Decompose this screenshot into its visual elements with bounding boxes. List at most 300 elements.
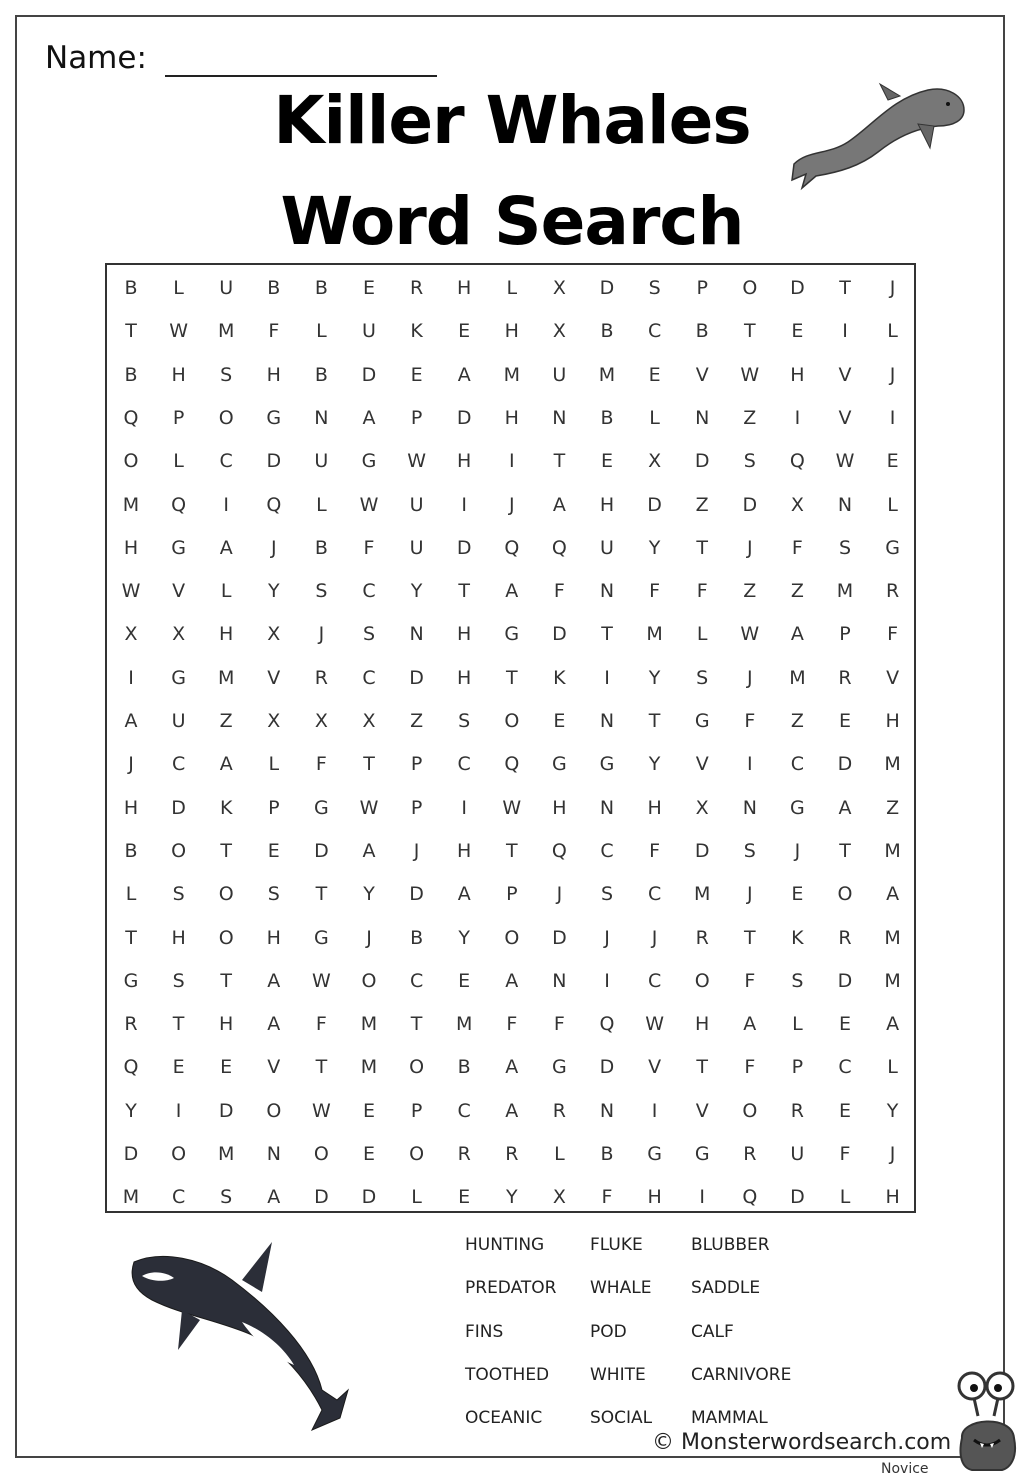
- grid-letter[interactable]: C: [171, 1186, 186, 1209]
- grid-letter[interactable]: T: [648, 710, 661, 732]
- grid-letter[interactable]: F: [696, 580, 708, 603]
- grid-letter[interactable]: F: [744, 969, 756, 992]
- grid-letter[interactable]: A: [552, 493, 566, 516]
- grid-letter[interactable]: S: [267, 883, 280, 906]
- grid-letter[interactable]: T: [172, 1013, 185, 1036]
- grid-letter[interactable]: J: [604, 926, 610, 949]
- grid-letter[interactable]: H: [219, 1013, 234, 1036]
- grid-letter[interactable]: I: [175, 1099, 182, 1122]
- grid-letter[interactable]: Q: [551, 839, 567, 862]
- grid-letter[interactable]: Q: [551, 536, 567, 559]
- grid-letter[interactable]: G: [694, 710, 710, 732]
- grid-letter[interactable]: H: [457, 839, 472, 862]
- grid-letter[interactable]: F: [363, 536, 375, 559]
- grid-letter[interactable]: R: [457, 1143, 471, 1165]
- grid-letter[interactable]: E: [220, 1056, 233, 1079]
- grid-letter[interactable]: L: [887, 320, 898, 343]
- grid-letter[interactable]: D: [790, 277, 805, 299]
- grid-letter[interactable]: F: [553, 580, 565, 603]
- grid-letter[interactable]: U: [600, 536, 614, 559]
- grid-letter[interactable]: E: [458, 1186, 471, 1209]
- grid-letter[interactable]: A: [457, 883, 471, 906]
- grid-letter[interactable]: C: [409, 969, 424, 992]
- grid-letter[interactable]: T: [553, 450, 566, 473]
- grid-letter[interactable]: S: [362, 623, 376, 646]
- grid-letter[interactable]: V: [267, 1056, 281, 1079]
- grid-letter[interactable]: S: [648, 277, 661, 299]
- grid-letter[interactable]: L: [887, 493, 898, 516]
- grid-letter[interactable]: T: [505, 839, 518, 862]
- grid-letter[interactable]: U: [409, 493, 424, 516]
- grid-letter[interactable]: H: [266, 363, 281, 386]
- grid-letter[interactable]: W: [835, 450, 855, 473]
- grid-letter[interactable]: B: [124, 277, 138, 299]
- grid-letter[interactable]: C: [647, 320, 662, 343]
- grid-letter[interactable]: P: [268, 796, 280, 819]
- grid-letter[interactable]: T: [363, 753, 375, 776]
- grid-letter[interactable]: I: [794, 406, 801, 429]
- grid-letter[interactable]: E: [791, 883, 804, 906]
- grid-letter[interactable]: J: [889, 1143, 896, 1165]
- grid-letter[interactable]: C: [790, 753, 805, 776]
- grid-letter[interactable]: F: [649, 839, 661, 862]
- grid-letter[interactable]: J: [651, 926, 658, 949]
- grid-letter[interactable]: M: [693, 883, 711, 906]
- grid-letter[interactable]: J: [556, 883, 563, 906]
- grid-letter[interactable]: H: [790, 363, 805, 386]
- grid-letter[interactable]: P: [410, 1099, 423, 1122]
- grid-letter[interactable]: G: [599, 753, 615, 776]
- grid-letter[interactable]: U: [790, 1143, 805, 1165]
- grid-letter[interactable]: E: [172, 1056, 185, 1079]
- grid-letter[interactable]: K: [791, 926, 804, 949]
- grid-letter[interactable]: M: [836, 580, 854, 603]
- grid-letter[interactable]: A: [267, 1186, 281, 1209]
- grid-letter[interactable]: P: [410, 753, 423, 776]
- grid-letter[interactable]: D: [694, 839, 710, 862]
- grid-letter[interactable]: Y: [267, 580, 280, 603]
- grid-letter[interactable]: Y: [125, 1099, 137, 1122]
- grid-letter[interactable]: D: [361, 363, 377, 386]
- grid-letter[interactable]: A: [362, 406, 376, 429]
- grid-letter[interactable]: Q: [504, 536, 520, 559]
- grid-letter[interactable]: B: [314, 277, 328, 299]
- grid-letter[interactable]: X: [267, 710, 281, 732]
- grid-letter[interactable]: E: [362, 1099, 375, 1122]
- grid-letter[interactable]: N: [599, 1099, 615, 1122]
- grid-letter[interactable]: S: [791, 969, 804, 992]
- grid-letter[interactable]: V: [172, 580, 186, 603]
- grid-letter[interactable]: D: [742, 493, 758, 516]
- grid-letter[interactable]: M: [789, 666, 806, 689]
- grid-letter[interactable]: S: [172, 969, 185, 992]
- grid-letter[interactable]: G: [314, 796, 329, 819]
- grid-letter[interactable]: P: [839, 623, 851, 646]
- grid-letter[interactable]: R: [885, 580, 900, 603]
- grid-letter[interactable]: G: [266, 406, 282, 429]
- grid-letter[interactable]: E: [600, 450, 613, 473]
- grid-letter[interactable]: A: [124, 710, 138, 732]
- grid-letter[interactable]: Q: [123, 1056, 139, 1079]
- grid-letter[interactable]: Q: [504, 753, 520, 776]
- grid-letter[interactable]: G: [123, 969, 139, 992]
- grid-letter[interactable]: F: [315, 1013, 327, 1036]
- grid-letter[interactable]: B: [600, 1143, 614, 1165]
- grid-letter[interactable]: B: [600, 406, 614, 429]
- grid-letter[interactable]: E: [838, 1099, 851, 1122]
- grid-letter[interactable]: R: [743, 1143, 757, 1165]
- grid-letter[interactable]: Y: [886, 1099, 899, 1122]
- grid-letter[interactable]: P: [172, 406, 185, 429]
- grid-letter[interactable]: T: [839, 277, 851, 299]
- grid-letter[interactable]: E: [458, 320, 471, 343]
- grid-letter[interactable]: B: [124, 839, 138, 862]
- grid-letter[interactable]: G: [552, 1056, 567, 1079]
- grid-letter[interactable]: V: [886, 666, 900, 689]
- grid-letter[interactable]: Q: [123, 406, 139, 429]
- grid-letter[interactable]: Q: [171, 493, 187, 516]
- grid-letter[interactable]: R: [552, 1099, 566, 1122]
- grid-letter[interactable]: G: [552, 753, 567, 776]
- grid-letter[interactable]: E: [362, 277, 375, 299]
- grid-letter[interactable]: O: [171, 839, 187, 862]
- grid-letter[interactable]: Z: [790, 580, 804, 603]
- grid-letter[interactable]: Z: [790, 710, 804, 732]
- grid-letter[interactable]: D: [409, 666, 424, 689]
- grid-letter[interactable]: I: [699, 1186, 705, 1209]
- grid-letter[interactable]: X: [790, 493, 804, 516]
- grid-letter[interactable]: X: [124, 623, 138, 646]
- grid-letter[interactable]: Z: [886, 796, 900, 819]
- grid-letter[interactable]: A: [505, 580, 519, 603]
- grid-letter[interactable]: M: [217, 666, 235, 689]
- grid-letter[interactable]: C: [647, 883, 662, 906]
- grid-letter[interactable]: O: [171, 1143, 187, 1165]
- grid-letter[interactable]: F: [887, 623, 899, 646]
- grid-letter[interactable]: J: [746, 666, 753, 689]
- grid-letter[interactable]: C: [457, 753, 471, 776]
- grid-letter[interactable]: L: [173, 277, 184, 299]
- grid-letter[interactable]: A: [219, 753, 233, 776]
- grid-letter[interactable]: H: [457, 450, 472, 473]
- grid-letter[interactable]: L: [506, 277, 518, 299]
- grid-letter[interactable]: S: [743, 839, 756, 862]
- grid-letter[interactable]: E: [838, 710, 851, 732]
- grid-letter[interactable]: A: [267, 1013, 281, 1036]
- grid-letter[interactable]: Z: [695, 493, 709, 516]
- grid-letter[interactable]: J: [413, 839, 420, 862]
- grid-letter[interactable]: H: [266, 926, 281, 949]
- grid-letter[interactable]: H: [171, 926, 186, 949]
- grid-letter[interactable]: S: [172, 883, 185, 906]
- grid-letter[interactable]: V: [695, 363, 709, 386]
- grid-letter[interactable]: A: [886, 1013, 900, 1036]
- grid-letter[interactable]: L: [316, 493, 327, 516]
- grid-letter[interactable]: N: [695, 406, 710, 429]
- grid-letter[interactable]: D: [599, 277, 615, 299]
- grid-letter[interactable]: T: [125, 926, 137, 949]
- grid-letter[interactable]: W: [169, 320, 188, 343]
- grid-letter[interactable]: T: [458, 580, 470, 603]
- grid-letter[interactable]: O: [742, 1099, 758, 1122]
- grid-letter[interactable]: F: [839, 1143, 851, 1165]
- grid-letter[interactable]: F: [601, 1186, 613, 1209]
- grid-letter[interactable]: P: [791, 1056, 804, 1079]
- grid-letter[interactable]: H: [219, 623, 234, 646]
- grid-letter[interactable]: M: [360, 1056, 378, 1079]
- grid-letter[interactable]: M: [122, 1186, 140, 1209]
- grid-letter[interactable]: I: [746, 753, 753, 776]
- grid-letter[interactable]: F: [744, 1056, 756, 1079]
- grid-letter[interactable]: I: [604, 666, 610, 689]
- grid-letter[interactable]: L: [839, 1186, 851, 1209]
- grid-letter[interactable]: T: [315, 1056, 328, 1079]
- grid-letter[interactable]: C: [457, 1099, 471, 1122]
- grid-letter[interactable]: M: [360, 1013, 378, 1036]
- grid-letter[interactable]: D: [456, 536, 472, 559]
- grid-letter[interactable]: H: [123, 796, 139, 819]
- grid-letter[interactable]: A: [838, 796, 852, 819]
- grid-letter[interactable]: Y: [363, 883, 375, 906]
- grid-letter[interactable]: O: [409, 1056, 425, 1079]
- grid-letter[interactable]: W: [740, 363, 760, 386]
- grid-letter[interactable]: O: [313, 1143, 329, 1165]
- grid-letter[interactable]: T: [410, 1013, 423, 1036]
- grid-letter[interactable]: I: [223, 493, 229, 516]
- grid-letter[interactable]: Z: [219, 710, 233, 732]
- grid-letter[interactable]: P: [506, 883, 518, 906]
- grid-letter[interactable]: H: [457, 623, 472, 646]
- grid-letter[interactable]: D: [694, 450, 710, 473]
- grid-letter[interactable]: I: [461, 493, 467, 516]
- grid-letter[interactable]: P: [410, 796, 423, 819]
- grid-letter[interactable]: O: [504, 710, 520, 732]
- grid-letter[interactable]: J: [889, 277, 896, 299]
- grid-letter[interactable]: W: [359, 493, 379, 516]
- grid-letter[interactable]: W: [645, 1013, 664, 1036]
- grid-letter[interactable]: F: [553, 1013, 565, 1036]
- grid-letter[interactable]: A: [267, 969, 281, 992]
- grid-letter[interactable]: G: [647, 1143, 662, 1165]
- grid-letter[interactable]: N: [314, 406, 329, 429]
- grid-letter[interactable]: A: [362, 839, 376, 862]
- grid-letter[interactable]: X: [172, 623, 186, 646]
- grid-letter[interactable]: U: [362, 320, 376, 343]
- grid-letter[interactable]: F: [315, 753, 327, 776]
- grid-letter[interactable]: J: [508, 493, 515, 516]
- grid-letter[interactable]: S: [696, 666, 709, 689]
- grid-letter[interactable]: D: [266, 450, 282, 473]
- grid-letter[interactable]: M: [884, 969, 901, 992]
- grid-letter[interactable]: K: [553, 666, 566, 689]
- grid-letter[interactable]: I: [508, 450, 515, 473]
- grid-letter[interactable]: D: [171, 796, 186, 819]
- grid-letter[interactable]: L: [792, 1013, 803, 1036]
- grid-letter[interactable]: D: [552, 623, 567, 646]
- grid-letter[interactable]: T: [839, 839, 851, 862]
- grid-letter[interactable]: D: [599, 1056, 615, 1079]
- grid-letter[interactable]: U: [219, 277, 234, 299]
- grid-letter[interactable]: R: [790, 1099, 804, 1122]
- grid-letter[interactable]: J: [270, 536, 277, 559]
- grid-letter[interactable]: N: [599, 796, 615, 819]
- grid-letter[interactable]: I: [651, 1099, 658, 1122]
- grid-letter[interactable]: S: [600, 883, 614, 906]
- grid-letter[interactable]: T: [315, 883, 328, 906]
- grid-letter[interactable]: G: [504, 623, 520, 646]
- grid-letter[interactable]: H: [885, 1186, 900, 1209]
- grid-letter[interactable]: G: [361, 450, 377, 473]
- grid-letter[interactable]: R: [124, 1013, 138, 1036]
- grid-letter[interactable]: I: [128, 666, 134, 689]
- grid-letter[interactable]: R: [838, 666, 852, 689]
- grid-letter[interactable]: H: [695, 1013, 710, 1036]
- grid-letter[interactable]: X: [695, 796, 709, 819]
- grid-letter[interactable]: V: [648, 1056, 662, 1079]
- grid-letter[interactable]: B: [314, 363, 328, 386]
- grid-letter[interactable]: R: [695, 926, 709, 949]
- grid-letter[interactable]: A: [457, 363, 471, 386]
- grid-letter[interactable]: H: [552, 796, 567, 819]
- grid-letter[interactable]: W: [740, 623, 760, 646]
- grid-letter[interactable]: D: [837, 969, 853, 992]
- grid-letter[interactable]: L: [887, 1056, 898, 1079]
- grid-letter[interactable]: H: [123, 536, 139, 559]
- grid-letter[interactable]: J: [318, 623, 325, 646]
- grid-letter[interactable]: B: [124, 363, 138, 386]
- grid-letter[interactable]: T: [220, 839, 232, 862]
- grid-letter[interactable]: X: [552, 1186, 566, 1209]
- grid-letter[interactable]: A: [743, 1013, 757, 1036]
- grid-letter[interactable]: H: [885, 710, 900, 732]
- grid-letter[interactable]: Y: [458, 926, 470, 949]
- grid-letter[interactable]: B: [410, 926, 424, 949]
- grid-letter[interactable]: M: [217, 1143, 235, 1165]
- grid-letter[interactable]: P: [696, 277, 708, 299]
- grid-letter[interactable]: D: [314, 839, 329, 862]
- grid-letter[interactable]: I: [842, 320, 848, 343]
- grid-letter[interactable]: H: [457, 666, 472, 689]
- grid-letter[interactable]: D: [314, 1186, 329, 1209]
- grid-letter[interactable]: H: [599, 493, 615, 516]
- grid-letter[interactable]: O: [361, 969, 377, 992]
- grid-letter[interactable]: M: [884, 926, 901, 949]
- grid-letter[interactable]: J: [889, 363, 896, 386]
- grid-letter[interactable]: W: [311, 969, 331, 992]
- grid-letter[interactable]: F: [744, 710, 756, 732]
- grid-letter[interactable]: N: [599, 710, 615, 732]
- grid-letter[interactable]: Z: [743, 406, 757, 429]
- grid-letter[interactable]: I: [604, 969, 610, 992]
- grid-letter[interactable]: A: [505, 1056, 519, 1079]
- grid-letter[interactable]: L: [220, 580, 232, 603]
- grid-letter[interactable]: T: [220, 969, 232, 992]
- grid-letter[interactable]: S: [315, 580, 328, 603]
- grid-letter[interactable]: D: [552, 926, 567, 949]
- grid-letter[interactable]: U: [171, 710, 186, 732]
- grid-letter[interactable]: B: [457, 1056, 471, 1079]
- grid-letter[interactable]: R: [409, 277, 424, 299]
- grid-letter[interactable]: V: [695, 753, 709, 776]
- grid-letter[interactable]: M: [646, 623, 663, 646]
- grid-letter[interactable]: R: [314, 666, 328, 689]
- grid-letter[interactable]: B: [695, 320, 709, 343]
- grid-letter[interactable]: H: [171, 363, 186, 386]
- grid-letter[interactable]: M: [122, 493, 140, 516]
- grid-letter[interactable]: O: [218, 926, 234, 949]
- grid-letter[interactable]: S: [743, 450, 756, 473]
- grid-letter[interactable]: E: [458, 969, 471, 992]
- grid-letter[interactable]: B: [267, 277, 281, 299]
- grid-letter[interactable]: Y: [648, 536, 661, 559]
- grid-letter[interactable]: E: [553, 710, 566, 732]
- grid-letter[interactable]: J: [746, 883, 753, 906]
- grid-letter[interactable]: L: [173, 450, 184, 473]
- grid-letter[interactable]: E: [838, 1013, 851, 1036]
- grid-letter[interactable]: K: [219, 796, 233, 819]
- grid-letter[interactable]: D: [790, 1186, 805, 1209]
- grid-letter[interactable]: L: [649, 406, 660, 429]
- grid-letter[interactable]: M: [455, 1013, 473, 1036]
- grid-letter[interactable]: C: [362, 666, 376, 689]
- grid-letter[interactable]: A: [886, 883, 900, 906]
- grid-letter[interactable]: S: [458, 710, 471, 732]
- grid-letter[interactable]: B: [600, 320, 614, 343]
- grid-letter[interactable]: O: [409, 1143, 425, 1165]
- grid-letter[interactable]: H: [647, 1186, 662, 1209]
- grid-letter[interactable]: C: [838, 1056, 852, 1079]
- grid-letter[interactable]: C: [362, 580, 376, 603]
- grid-letter[interactable]: D: [361, 1186, 377, 1209]
- grid-letter[interactable]: T: [696, 536, 708, 559]
- copyright-text[interactable]: © Monsterwordsearch.com: [652, 1430, 952, 1455]
- grid-letter[interactable]: C: [171, 753, 186, 776]
- grid-letter[interactable]: W: [311, 1099, 331, 1122]
- grid-letter[interactable]: X: [314, 710, 328, 732]
- grid-letter[interactable]: X: [552, 320, 566, 343]
- grid-letter[interactable]: G: [790, 796, 805, 819]
- grid-letter[interactable]: O: [694, 969, 710, 992]
- grid-letter[interactable]: T: [601, 623, 613, 646]
- grid-letter[interactable]: O: [218, 883, 234, 906]
- grid-letter[interactable]: O: [218, 406, 234, 429]
- grid-letter[interactable]: V: [838, 406, 852, 429]
- grid-letter[interactable]: I: [889, 406, 896, 429]
- grid-letter[interactable]: H: [457, 277, 472, 299]
- grid-letter[interactable]: F: [506, 1013, 518, 1036]
- grid-letter[interactable]: Q: [599, 1013, 615, 1036]
- grid-letter[interactable]: Q: [266, 493, 282, 516]
- grid-letter[interactable]: J: [746, 536, 753, 559]
- grid-letter[interactable]: U: [314, 450, 329, 473]
- grid-letter[interactable]: Y: [648, 666, 661, 689]
- grid-letter[interactable]: O: [123, 450, 139, 473]
- grid-letter[interactable]: S: [220, 1186, 233, 1209]
- grid-letter[interactable]: L: [411, 1186, 422, 1209]
- grid-letter[interactable]: T: [505, 666, 518, 689]
- grid-letter[interactable]: O: [837, 883, 853, 906]
- grid-letter[interactable]: G: [885, 536, 900, 559]
- grid-letter[interactable]: I: [461, 796, 467, 819]
- grid-letter[interactable]: N: [599, 580, 615, 603]
- grid-letter[interactable]: X: [648, 450, 662, 473]
- grid-letter[interactable]: Q: [789, 450, 805, 473]
- grid-letter[interactable]: M: [598, 363, 616, 386]
- grid-letter[interactable]: O: [504, 926, 520, 949]
- grid-letter[interactable]: E: [362, 1143, 375, 1165]
- grid-letter[interactable]: H: [504, 406, 519, 429]
- grid-letter[interactable]: X: [362, 710, 376, 732]
